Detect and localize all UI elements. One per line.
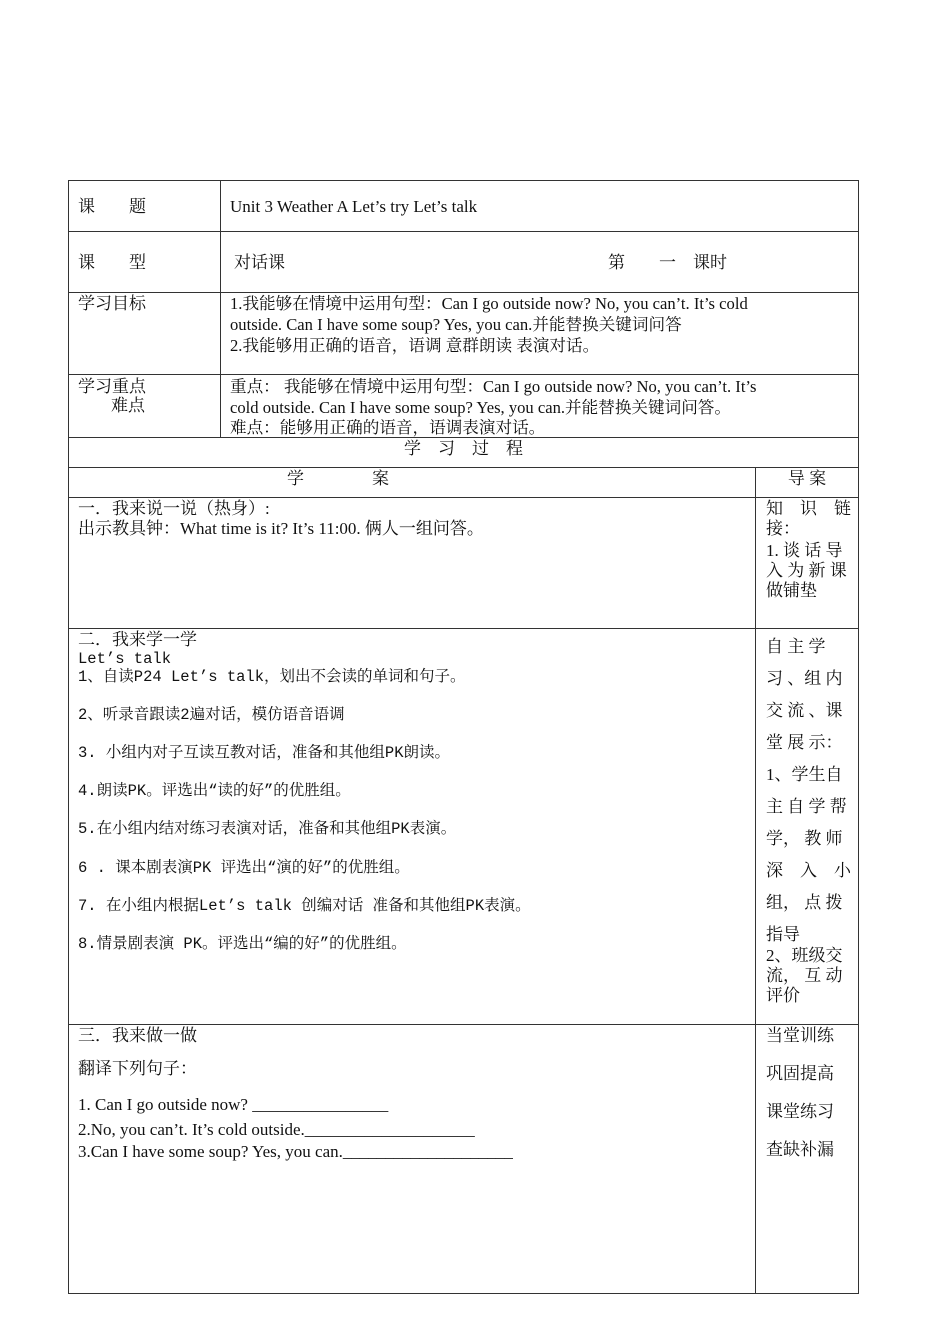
guide-text: 习 、组 内: [766, 669, 843, 688]
section3-instruction: 翻译下列句子：: [78, 1059, 197, 1078]
list-item: 7. 在小组内根据Let’s talk 创编对话 准备和其他组PK表演。: [78, 897, 531, 915]
section2-guide: [766, 636, 851, 1006]
translate-question-3: 3.Can I have some soup? Yes, you can.____________________: [78, 1142, 513, 1161]
guide-text: 指导: [766, 925, 800, 944]
section3-guide: [766, 1024, 834, 1176]
list-item: 3. 小组内对子互读互教对话，准备和其他组PK朗读。: [78, 744, 451, 762]
translate-question-1: 1. Can I go outside now? ________________: [78, 1095, 389, 1114]
table-border-top: [68, 180, 859, 181]
row-divider: [68, 374, 859, 375]
guide-text: 堂 展 示：: [766, 733, 843, 752]
guide-text: 当堂训练: [766, 1026, 834, 1045]
process-title: 学 习 过 程: [404, 439, 523, 458]
list-item: 6 . 课本剧表演PK 评选出“演的好”的优胜组。: [78, 859, 410, 877]
section1-guide: [766, 499, 851, 601]
guide-text: 查缺补漏: [766, 1140, 834, 1159]
table-border-left: [68, 180, 69, 1294]
topic-value: Unit 3 Weather A Let’s try Let’s talk: [230, 197, 478, 216]
goals-line-1: 1.我能够在情境中运用句型：Can I go outside now? No, you can’t. It’s cold: [230, 294, 748, 313]
keypoints-label: 学习重点: [78, 377, 146, 396]
topic-label: 课 题: [78, 197, 146, 216]
type-value: 对话课: [234, 253, 285, 272]
guide-text: 巩固提高: [766, 1064, 834, 1083]
guide-text: 学， 教 师: [766, 829, 843, 848]
row-divider: [68, 231, 859, 232]
section2-title: 二．我来学一学: [78, 630, 197, 649]
study-plan-header: 学 案: [287, 469, 389, 488]
table-border-right: [858, 180, 859, 1294]
keypoints-line-3: 难点：能够用正确的语音，语调表演对话。: [230, 418, 546, 437]
guide-text: 深 入 小: [766, 861, 851, 880]
goals-label: 学习目标: [78, 294, 146, 313]
table-border-bottom: [68, 1293, 859, 1294]
guide-text: 2、班级交: [766, 946, 843, 965]
guide-column-divider: [755, 467, 756, 1294]
guide-text: 课堂练习: [766, 1102, 834, 1121]
section3-title: 三．我来做一做: [78, 1026, 197, 1045]
guide-text: 1、学生自: [766, 765, 843, 784]
guide-text: 做铺垫: [766, 581, 817, 600]
section1-title: 一．我来说一说（热身）:: [78, 499, 270, 518]
list-item: 2、听录音跟读2遍对话，模仿语音语调: [78, 706, 345, 724]
guide-text: 评价: [766, 986, 800, 1005]
translate-question-2: 2.No, you can’t. It’s cold outside.____________________: [78, 1120, 475, 1139]
guide-text: 交 流 、课: [766, 701, 843, 720]
guide-text: 组， 点 拨: [766, 893, 843, 912]
lesson-plan-table: [68, 180, 859, 1294]
guide-plan-header: 导 案: [787, 469, 827, 488]
label-column-divider: [220, 180, 221, 437]
list-item: 8.情景剧表演 PK。评选出“编的好”的优胜组。: [78, 935, 407, 953]
goals-line-2: outside. Can I have some soup? Yes, you can.并能替换关键词问答: [230, 315, 682, 334]
list-item: 1、自读P24 Let’s talk，划出不会读的单词和句子。: [78, 668, 466, 686]
guide-text: 1. 谈 话 导: [766, 541, 843, 560]
guide-text: 流， 互 动: [766, 966, 843, 985]
guide-text: 入 为 新 课: [766, 561, 847, 580]
list-item: 5.在小组内结对练习表演对话，准备和其他组PK表演。: [78, 820, 457, 838]
section2-subtitle: Let’s talk: [78, 650, 172, 668]
list-item: 4.朗读PK。评选出“读的好”的优胜组。: [78, 782, 351, 800]
difficulty-label: 难点: [111, 396, 145, 415]
guide-text: 接：: [766, 519, 800, 538]
keypoints-line-2: cold outside. Can I have some soup? Yes, you can.并能替换关键词问答。: [230, 398, 731, 417]
period-label: 第 一 课时: [608, 253, 727, 272]
goals-line-3: 2.我能够用正确的语音，语调 意群朗读 表演对话。: [230, 336, 600, 355]
guide-text: 知 识 链: [766, 499, 851, 518]
guide-text: 主 自 学 帮: [766, 797, 847, 816]
keypoints-line-1: 重点： 我能够在情境中运用句型：Can I go outside now? No, you can’t. It’s: [230, 377, 757, 396]
guide-text: 自 主 学: [766, 637, 826, 656]
section1-line: 出示教具钟：What time is it? It’s 11:00. 俩人一组问答。: [78, 519, 484, 538]
type-label: 课 型: [78, 253, 146, 272]
